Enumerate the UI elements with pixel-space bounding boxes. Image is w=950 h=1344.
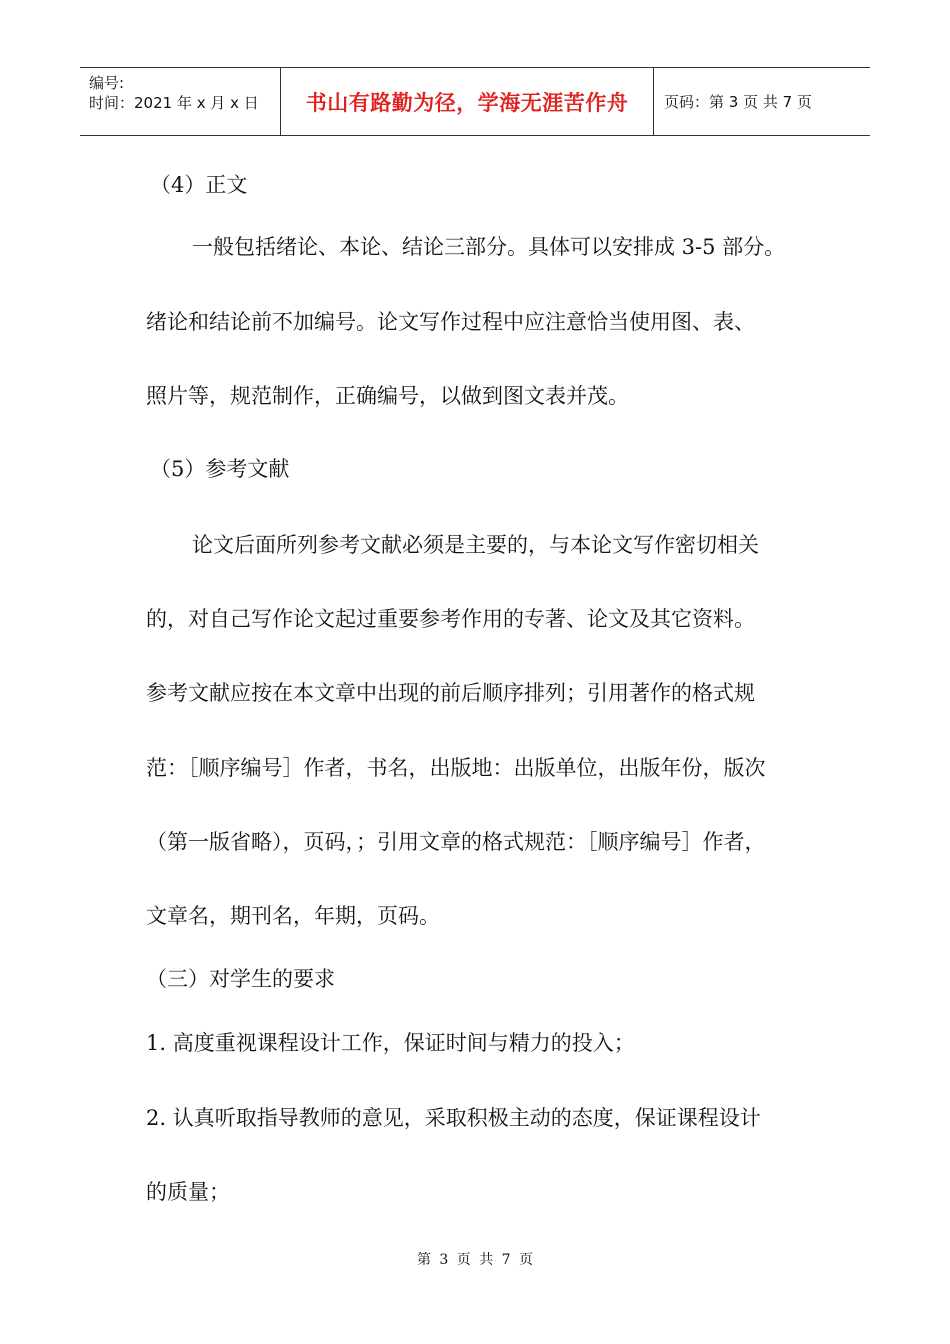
section-heading-3: （三）对学生的要求 bbox=[146, 967, 335, 991]
header-page-cell bbox=[654, 68, 870, 135]
paragraph-line: 文章名，期刊名，年期，页码。 bbox=[146, 904, 440, 928]
paragraph-line: 的，对自己写作论文起过重要参考作用的专著、论文及其它资料。 bbox=[146, 607, 755, 631]
list-item-1: 1. 高度重视课程设计工作，保证时间与精力的投入； bbox=[146, 1031, 635, 1055]
paragraph-line: 照片等，规范制作，正确编号，以做到图文表并茂。 bbox=[146, 384, 629, 408]
paragraph-line: 参考文献应按在本文章中出现的前后顺序排列；引用著作的格式规 bbox=[146, 681, 755, 705]
header-page-info: 页码：第 3 页 共 7 页 bbox=[664, 93, 812, 111]
page-footer: 第 3 页 共 7 页 bbox=[416, 1252, 534, 1268]
section-heading-4: （4）正文 bbox=[150, 173, 248, 197]
header-motto-cell bbox=[281, 68, 654, 135]
motto-text: 书山有路勤为径，学海无涯苦作舟 bbox=[305, 90, 629, 115]
number-label: 编号: bbox=[89, 74, 125, 92]
paragraph-line: 论文后面所列参考文献必须是主要的，与本论文写作密切相关 bbox=[192, 533, 759, 557]
paragraph-line: （第一版省略），页码，；引用文章的格式规范：［顺序编号］作者， bbox=[146, 830, 766, 854]
paragraph-line: 范：［顺序编号］作者，书名，出版地：出版单位，出版年份，版次 bbox=[146, 756, 766, 780]
paragraph-line: 的质量； bbox=[146, 1180, 230, 1204]
paragraph-line: 绪论和结论前不加编号。论文写作过程中应注意恰当使用图、表、 bbox=[146, 310, 755, 334]
list-item-2: 2. 认真听取指导教师的意见，采取积极主动的态度，保证课程设计 bbox=[146, 1106, 761, 1130]
header-left-cell bbox=[80, 68, 281, 135]
time-label: 时间：2021 年 x 月 x 日 bbox=[89, 94, 259, 112]
header-table bbox=[80, 67, 870, 136]
section-heading-5: （5）参考文献 bbox=[150, 457, 290, 481]
paragraph-line: 一般包括绪论、本论、结论三部分。具体可以安排成 3-5 部分。 bbox=[192, 235, 786, 259]
